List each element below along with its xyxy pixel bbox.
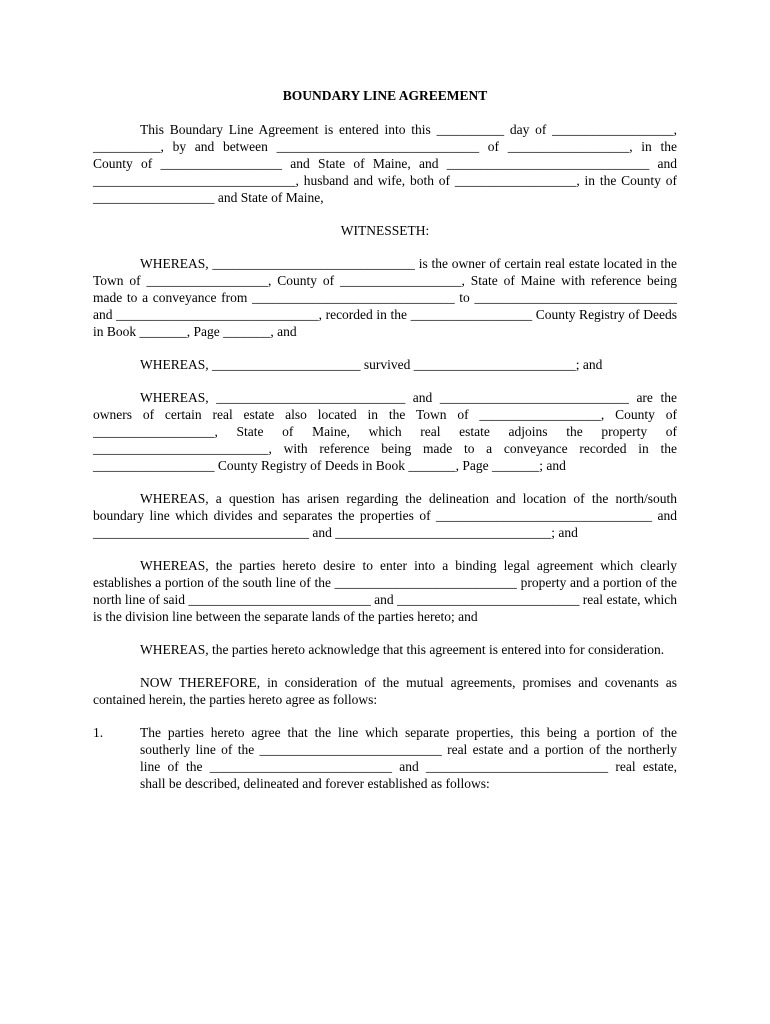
whereas-paragraph-4: WHEREAS, a question has arisen regarding the delineation and location of the north/south boundary line which divides and separates the properties of ________________________________ and ________________________________ and ________________________________; and <box>93 491 677 540</box>
whereas-paragraph-5: WHEREAS, the parties hereto desire to enter into a binding legal agreement which clearly establishes a portion of the south line of the ___________________________ property and a portion of the north line of said ___________________________ and ___________________________ real estate, which is the division line between the separate lands of the parties hereto; and <box>93 558 677 624</box>
now-therefore-paragraph: NOW THEREFORE, in consideration of the mutual agreements, promises and covenants as contained herein, the parties hereto agree as follows: <box>93 675 677 707</box>
document-title: BOUNDARY LINE AGREEMENT <box>282 88 488 103</box>
item-text: The parties hereto agree that the line which separate properties, this being a portion of the southerly line of the ___________________________ real estate and a portion of the northerly line of the ___________________________ and ___________________________ real estate, shall be described, delineated and forever established as follows: <box>140 725 677 791</box>
numbered-item-1 <box>93 724 677 792</box>
witnesseth-heading: WITNESSETH: <box>340 223 430 238</box>
item-number: 1. <box>93 725 104 740</box>
intro-paragraph: This Boundary Line Agreement is entered into this __________ day of __________________, __________, by and between ______________________________ of __________________, in the County of __________________ and State of Maine, and ______________________________ and ______________________________, husband and wife, both of __________________, in the County of __________________ and State of Maine, <box>93 122 677 205</box>
whereas-paragraph-1: WHEREAS, ______________________________ is the owner of certain real estate located in the Town of __________________, County of __________________, State of Maine with reference being made to a conveyance from ______________________________ to ______________________________ and ______________________________, recorded in the __________________ County Registry of Deeds in Book _______, Page _______, and <box>93 256 677 339</box>
whereas-paragraph-6: WHEREAS, the parties hereto acknowledge that this agreement is entered into for consideration. <box>140 642 665 657</box>
document-body <box>93 121 677 792</box>
whereas-paragraph-2: WHEREAS, ______________________ survived ________________________; and <box>140 357 603 372</box>
whereas-paragraph-3: WHEREAS, ____________________________ and ____________________________ are the owners of certain real estate also located in the Town of __________________, County of __________________, State of Maine, which real estate adjoins the property of __________________________, with reference being made to a conveyance recorded in the __________________ County Registry of Deeds in Book _______, Page _______; and <box>93 390 677 473</box>
